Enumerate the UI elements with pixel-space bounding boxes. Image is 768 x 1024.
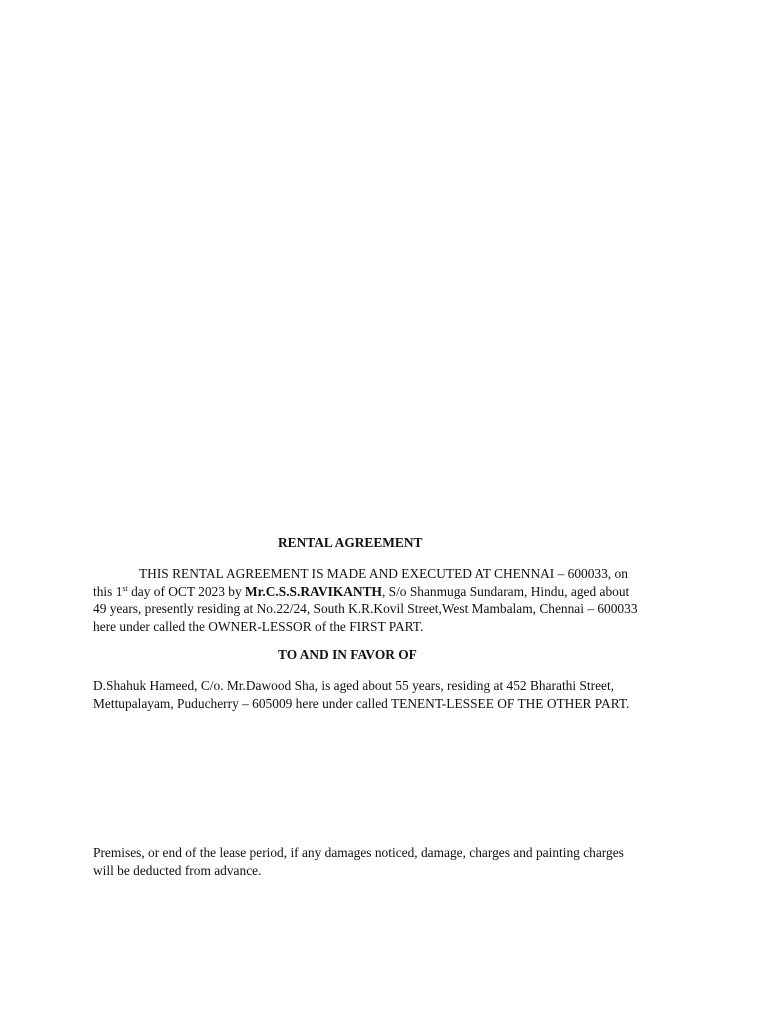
premises-line-2: will be deducted from advance. (93, 862, 262, 878)
ordinal-suffix: st (122, 583, 128, 593)
intro-line-2-prefix: this 1 (93, 583, 123, 599)
premises-line-1: Premises, or end of the lease period, if any damages noticed, damage, charges and painting charges (93, 845, 624, 860)
intro-paragraph (93, 565, 673, 635)
intro-line-2-suffix: , S/o Shanmuga Sundaram, Hindu, aged about (381, 583, 630, 599)
intro-line-4: here under called the OWNER-LESSOR of the FIRST PART. (93, 618, 424, 634)
premises-paragraph (93, 844, 673, 879)
intro-line-1: THIS RENTAL AGREEMENT IS MADE AND EXECUTED AT CHENNAI – 600033, on (139, 566, 628, 581)
intro-line-2-mid: day of OCT 2023 by (127, 583, 246, 599)
tenant-line-1: D.Shahuk Hameed, C/o. Mr.Dawood Sha, is aged about 55 years, residing at 452 Bharathi Street, (93, 678, 615, 693)
tenant-paragraph (93, 677, 673, 712)
intro-line-2 (93, 583, 673, 601)
intro-line-3: 49 years, presently residing at No.22/24, South K.R.Kovil Street,West Mambalam, Chennai – 600033 (93, 601, 638, 616)
tenant-line-2: Mettupalayam, Puducherry – 605009 here under called TENENT-LESSEE OF THE OTHER PART. (93, 695, 630, 711)
owner-name: Mr.C.S.S.RAVIKANTH (245, 583, 382, 599)
document-subtitle: TO AND IN FAVOR OF (278, 647, 417, 662)
document-title: RENTAL AGREEMENT (278, 535, 423, 550)
